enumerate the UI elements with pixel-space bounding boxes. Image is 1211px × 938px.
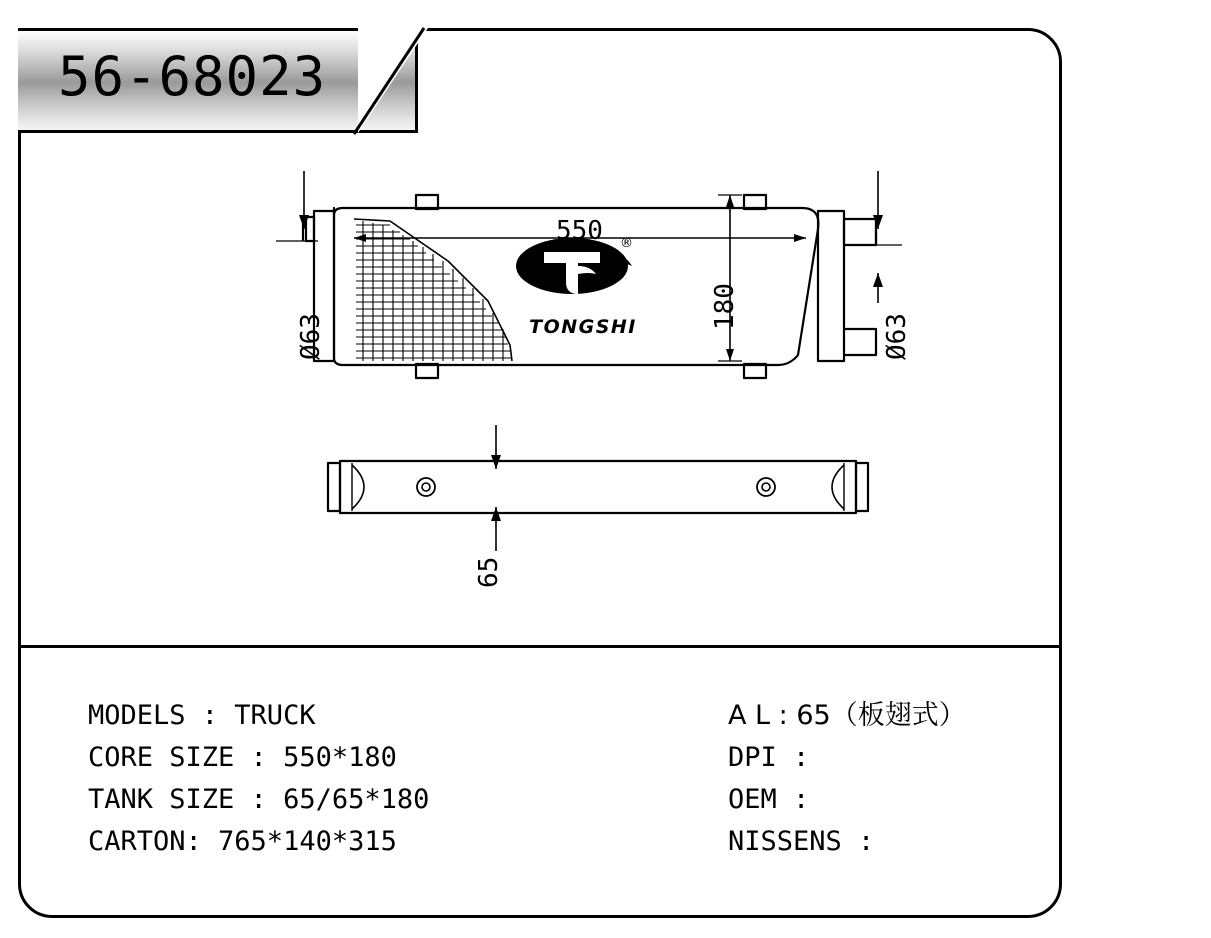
spec-carton: CARTON: 765*140*315 bbox=[88, 826, 397, 857]
spec-oem: OEM : bbox=[728, 784, 810, 815]
dim-arrow-d63-right-bottom bbox=[873, 273, 883, 287]
top-view-right-cap bbox=[856, 463, 868, 511]
boss-right-outer bbox=[757, 478, 775, 496]
dim-arrow-180-bottom bbox=[726, 349, 734, 361]
top-view-right-round bbox=[832, 465, 844, 509]
brand-logo bbox=[508, 236, 658, 346]
dim-arrow-550-left bbox=[354, 234, 366, 242]
dim-label-inlet-left: Ø63 bbox=[296, 313, 326, 360]
spec-list-right bbox=[728, 695, 966, 863]
top-view-left-cap bbox=[328, 463, 340, 511]
fin-hatching bbox=[356, 221, 512, 361]
boss-left-outer bbox=[417, 478, 435, 496]
sheet-divider bbox=[18, 645, 1062, 648]
drawing-svg bbox=[18, 133, 1062, 645]
dim-label-core-length: 550 bbox=[556, 216, 603, 246]
dim-label-core-height: 180 bbox=[710, 283, 740, 330]
registered-trademark-icon: ® bbox=[620, 236, 633, 251]
spec-dpi: DPI : bbox=[728, 742, 810, 773]
dim-arrow-d63-left bbox=[299, 215, 309, 229]
dim-label-depth: 65 bbox=[474, 556, 504, 588]
logo-mark bbox=[508, 236, 658, 314]
spec-core-size: CORE SIZE : 550*180 bbox=[88, 742, 397, 773]
spec-nissens: NISSENS : bbox=[728, 826, 875, 857]
left-inlet-neck bbox=[306, 217, 314, 241]
bracket-top-right bbox=[744, 195, 766, 209]
right-lower-neck bbox=[844, 329, 876, 355]
boss-left-inner bbox=[422, 483, 430, 491]
dim-label-inlet-right: Ø63 bbox=[882, 313, 912, 360]
right-tank bbox=[818, 211, 844, 361]
dim-arrow-180-top bbox=[726, 195, 734, 207]
top-view-left-round bbox=[352, 465, 364, 509]
spec-al: A L : 65（板翅式） bbox=[728, 700, 966, 731]
brand-name: TONGSHI bbox=[529, 316, 637, 338]
spec-list-left bbox=[88, 695, 429, 863]
technical-drawing bbox=[18, 133, 1062, 645]
right-outlet-neck bbox=[844, 219, 876, 245]
dim-arrow-550-right bbox=[794, 234, 806, 242]
boss-right-inner bbox=[762, 483, 770, 491]
spec-models: MODELS : TRUCK bbox=[88, 700, 316, 731]
spec-tank-size: TANK SIZE : 65/65*180 bbox=[88, 784, 430, 815]
part-number-label: 56-68023 bbox=[58, 45, 327, 108]
bracket-top-left bbox=[416, 195, 438, 209]
dim-arrow-d63-right-top bbox=[873, 215, 883, 229]
